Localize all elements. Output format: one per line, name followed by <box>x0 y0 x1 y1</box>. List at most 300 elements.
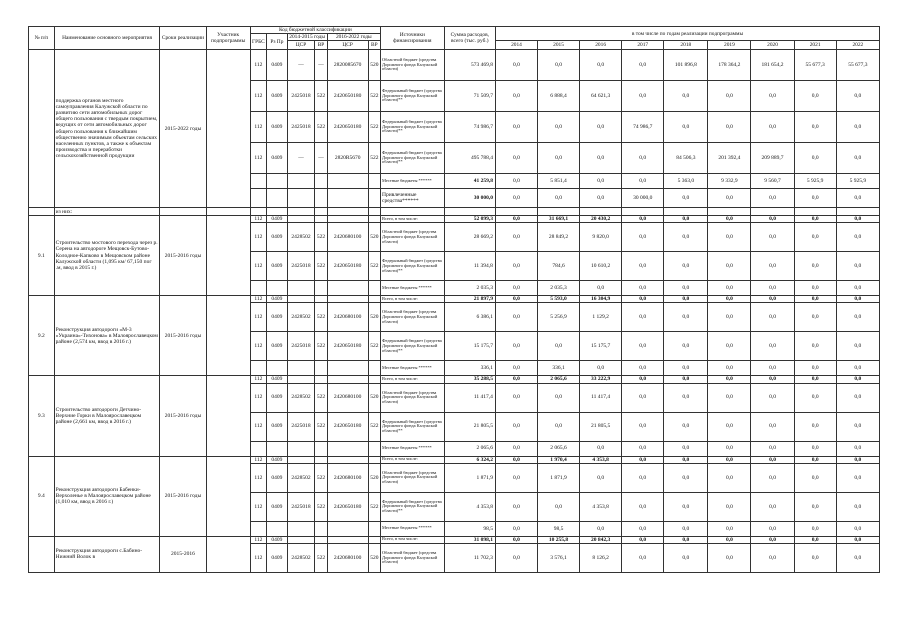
year-value-cell: 0,0 <box>495 383 537 412</box>
vr-1415-cell: 522 <box>315 252 327 281</box>
year-value-cell: 0,0 <box>622 463 664 492</box>
vr-1622-cell: 522 <box>368 252 380 281</box>
year-value-cell: 0,0 <box>622 223 664 252</box>
year-value-cell: 74 986,7 <box>622 112 664 143</box>
year-value-cell: 84 506,3 <box>664 143 708 174</box>
year-value-cell: 0,0 <box>495 50 537 81</box>
year-value-cell: 0,0 <box>664 441 708 456</box>
measure-name: поддержка органов местного самоуправления Калужской области по развитию сети автомобильных дорог общего пользования с твердым покрытием, ведущих от сети автомобильных дорог общего пользования к ближайшим общественно значимым объектам сельских населенных пунктов, а также к объектам производства и переработки сельскохозяйственной продукции <box>54 50 160 208</box>
year-value-cell: 0,0 <box>495 376 537 383</box>
empty-cell <box>327 296 368 303</box>
csr-1622-cell: 2420680100 <box>327 383 368 412</box>
header-source: Источники финансирования <box>381 27 445 50</box>
empty-cell <box>315 441 327 456</box>
year-value-cell: 0,0 <box>538 492 580 521</box>
item-total-row <box>29 536 880 543</box>
header-csr-1622: ЦСР <box>327 41 368 50</box>
source-cell: Федеральный бюджет (средства Дорожного фонда Калужской области)** <box>381 492 445 521</box>
year-value-cell: 0,0 <box>495 143 537 174</box>
year-value-cell: 0,0 <box>836 296 879 303</box>
year-value-cell: 0,0 <box>622 536 664 543</box>
year-value-cell: 0,0 <box>622 543 664 572</box>
item-num: 9.2 <box>29 296 55 376</box>
item-total-row <box>29 456 880 463</box>
year-value-cell: 0,0 <box>836 456 879 463</box>
empty-cell <box>267 208 288 216</box>
item-name: Реконструкция автодороги «М-3 «Украина»-Тихонова» в Малоярославецком районе (2,574 км, ввод в 2016 г.) <box>54 296 160 376</box>
empty-cell <box>368 208 380 216</box>
header-term: Сроки реализации <box>160 27 206 50</box>
vr-1622-cell: 522 <box>368 81 380 112</box>
year-value-cell: 0,0 <box>708 81 751 112</box>
rzpr-cell: 0409 <box>267 332 288 361</box>
rzpr-cell: 0409 <box>267 456 288 463</box>
empty-cell <box>327 456 368 463</box>
year-value-cell: 0,0 <box>495 223 537 252</box>
total-cell: 30 000,0 <box>444 189 495 208</box>
empty-cell <box>267 361 288 376</box>
year-value-cell: 0,0 <box>495 543 537 572</box>
year-value-cell: 0,0 <box>751 521 794 536</box>
year-value-cell: 0,0 <box>622 376 664 383</box>
header-year: 2014 <box>495 41 537 50</box>
year-value-cell: 0,0 <box>622 332 664 361</box>
total-cell: 31 098,1 <box>444 536 495 543</box>
source-cell: Федеральный бюджет (средства Дорожного фонда Калужской области)** <box>381 81 445 112</box>
vr-1622-cell: 520 <box>368 303 380 332</box>
empty-cell <box>267 174 288 189</box>
year-value-cell: 0,0 <box>836 189 879 208</box>
source-cell: Местные бюджеты ****** <box>381 441 445 456</box>
csr-1415-cell: — <box>287 50 315 81</box>
year-value-cell: 0,0 <box>751 296 794 303</box>
year-value-cell: 0,0 <box>580 441 622 456</box>
year-value-cell: 0,0 <box>664 383 708 412</box>
csr-1415-cell: 2425018 <box>287 492 315 521</box>
year-value-cell: 0,0 <box>708 252 751 281</box>
header-year: 2017 <box>622 41 664 50</box>
item-term: 2015-2016 <box>160 536 206 572</box>
empty-cell <box>287 536 315 543</box>
year-value-cell: 0,0 <box>664 303 708 332</box>
year-value-cell: 2 065,6 <box>538 441 580 456</box>
item-num: 9.3 <box>29 376 55 456</box>
year-value-cell: 0,0 <box>664 189 708 208</box>
csr-1415-cell: 2425018 <box>287 252 315 281</box>
empty-cell <box>267 441 288 456</box>
year-value-cell: 0,0 <box>836 536 879 543</box>
year-value-cell: 0,0 <box>580 281 622 296</box>
header-num: № п/п <box>29 27 55 50</box>
vr-1622-cell: 520 <box>368 543 380 572</box>
vr-1622-cell: 520 <box>368 50 380 81</box>
total-cell: 6 386,1 <box>444 303 495 332</box>
year-value-cell: 0,0 <box>495 303 537 332</box>
year-value-cell: 0,0 <box>622 143 664 174</box>
year-value-cell: 0,0 <box>495 492 537 521</box>
year-value-cell: 0,0 <box>794 189 836 208</box>
empty-cell <box>287 361 315 376</box>
year-value-cell: 5 256,9 <box>538 303 580 332</box>
year-value-cell: 0,0 <box>708 189 751 208</box>
empty-cell <box>315 281 327 296</box>
year-value-cell: 1 970,4 <box>538 456 580 463</box>
year-value-cell: 0,0 <box>794 81 836 112</box>
item-participant <box>206 216 250 296</box>
vr-1415-cell: 522 <box>315 463 327 492</box>
year-value-cell: 0,0 <box>664 281 708 296</box>
empty-cell <box>836 208 879 216</box>
header-total: Сумма расходов, всего (тыс. руб.) <box>444 27 495 50</box>
year-value-cell: 2 065,6 <box>538 376 580 383</box>
empty-cell <box>315 208 327 216</box>
csr-1622-cell: 2820085670 <box>327 50 368 81</box>
year-value-cell: 0,0 <box>538 112 580 143</box>
measure-num <box>29 50 55 208</box>
vr-1415-cell: — <box>315 50 327 81</box>
empty-cell <box>287 376 315 383</box>
year-value-cell: 0,0 <box>794 112 836 143</box>
rzpr-cell: 0409 <box>267 463 288 492</box>
year-value-cell: 0,0 <box>751 216 794 223</box>
item-term: 2015-2016 годы <box>160 216 206 296</box>
year-value-cell: 0,0 <box>836 492 879 521</box>
grbs-cell: 112 <box>250 223 266 252</box>
year-value-cell: 1 129,2 <box>580 303 622 332</box>
source-cell: Федеральный бюджет (средства Дорожного фонда Калужской области)** <box>381 252 445 281</box>
year-value-cell: 0,0 <box>622 252 664 281</box>
vr-1622-cell: 522 <box>368 412 380 441</box>
year-value-cell: 0,0 <box>538 412 580 441</box>
empty-cell <box>327 216 368 223</box>
empty-cell <box>315 521 327 536</box>
csr-1415-cell: 2425018 <box>287 332 315 361</box>
empty-cell <box>368 521 380 536</box>
header-year: 2016 <box>580 41 622 50</box>
empty-cell <box>368 174 380 189</box>
year-value-cell: 0,0 <box>751 492 794 521</box>
empty-cell <box>751 208 794 216</box>
rzpr-cell: 0409 <box>267 143 288 174</box>
empty-cell <box>287 521 315 536</box>
grbs-cell: 112 <box>250 216 266 223</box>
source-cell: Областной бюджет (средства Дорожного фонда Калужской области) <box>381 303 445 332</box>
total-cell: 6 324,2 <box>444 456 495 463</box>
item-name: Строительство мостового перехода через р. Серена на автодороге Мещовск-Бутово-Колодное-Капково в Мещовском районе Калужской области (1,095 км/ 67,150 пог .м, ввод в 2015 г.) <box>54 216 160 296</box>
total-cell: 1 871,9 <box>444 463 495 492</box>
grbs-cell: 112 <box>250 543 266 572</box>
total-cell: 98,5 <box>444 521 495 536</box>
year-value-cell: 0,0 <box>708 223 751 252</box>
year-value-cell: 0,0 <box>580 50 622 81</box>
empty-cell <box>368 376 380 383</box>
year-value-cell: 0,0 <box>794 361 836 376</box>
year-value-cell: 784,6 <box>538 252 580 281</box>
year-value-cell: 0,0 <box>664 543 708 572</box>
year-value-cell: 0,0 <box>836 281 879 296</box>
source-cell: Всего, в том числе: <box>381 536 445 543</box>
empty-cell <box>708 208 751 216</box>
year-value-cell: 0,0 <box>495 441 537 456</box>
csr-1415-cell: 2428502 <box>287 223 315 252</box>
vr-1415-cell: 522 <box>315 81 327 112</box>
year-value-cell: 0,0 <box>836 112 879 143</box>
year-value-cell: 0,0 <box>664 223 708 252</box>
grbs-cell: 112 <box>250 143 266 174</box>
funding-table <box>28 26 880 573</box>
rzpr-cell: 0409 <box>267 376 288 383</box>
item-participant <box>206 296 250 376</box>
item-total-row <box>29 376 880 383</box>
year-value-cell: 0,0 <box>794 543 836 572</box>
year-value-cell: 9 820,0 <box>580 223 622 252</box>
year-value-cell: 0,0 <box>664 521 708 536</box>
rzpr-cell: 0409 <box>267 296 288 303</box>
year-value-cell: 0,0 <box>794 303 836 332</box>
empty-cell <box>327 361 368 376</box>
of-which-row <box>29 208 880 216</box>
year-value-cell: 0,0 <box>836 463 879 492</box>
rzpr-cell: 0409 <box>267 112 288 143</box>
year-value-cell: 0,0 <box>495 332 537 361</box>
year-value-cell: 0,0 <box>495 216 537 223</box>
source-cell: Всего, в том числе: <box>381 296 445 303</box>
year-value-cell: 0,0 <box>708 412 751 441</box>
year-value-cell: 201 392,4 <box>708 143 751 174</box>
header-name: Наименование основного мероприятия <box>54 27 160 50</box>
empty-cell <box>287 208 315 216</box>
year-value-cell: 0,0 <box>794 521 836 536</box>
year-value-cell: 0,0 <box>664 296 708 303</box>
year-value-cell: 0,0 <box>708 112 751 143</box>
year-value-cell: 0,0 <box>622 383 664 412</box>
vr-1415-cell: 522 <box>315 543 327 572</box>
empty-cell <box>444 208 495 216</box>
year-value-cell: 0,0 <box>622 296 664 303</box>
year-value-cell: 0,0 <box>708 536 751 543</box>
empty-cell <box>368 216 380 223</box>
year-value-cell: 0,0 <box>622 81 664 112</box>
total-cell: 2 065,6 <box>444 441 495 456</box>
item-num: 9.4 <box>29 456 55 536</box>
total-cell: 35 288,5 <box>444 376 495 383</box>
year-value-cell: 0,0 <box>794 412 836 441</box>
year-value-cell: 5 363,0 <box>664 174 708 189</box>
vr-1415-cell: 522 <box>315 112 327 143</box>
year-value-cell: 0,0 <box>751 112 794 143</box>
total-cell: 74 986,7 <box>444 112 495 143</box>
year-value-cell: 181 654,2 <box>751 50 794 81</box>
source-cell: Областной бюджет (средства Дорожного фонда Калужской области) <box>381 50 445 81</box>
source-cell: Федеральный бюджет (средства Дорожного фонда Калужской области)** <box>381 412 445 441</box>
source-cell: Федеральный бюджет (средства Дорожного фонда Калужской области)** <box>381 143 445 174</box>
year-value-cell: 0,0 <box>836 143 879 174</box>
item-term: 2015-2016 годы <box>160 456 206 536</box>
year-value-cell: 0,0 <box>751 223 794 252</box>
total-cell: 71 509,7 <box>444 81 495 112</box>
year-value-cell: 0,0 <box>836 376 879 383</box>
year-value-cell: 0,0 <box>664 81 708 112</box>
item-num <box>29 536 55 572</box>
csr-1622-cell: 2420650180 <box>327 252 368 281</box>
rzpr-cell: 0409 <box>267 252 288 281</box>
item-total-row <box>29 216 880 223</box>
year-value-cell: 0,0 <box>794 492 836 521</box>
item-name: Реконструкция автодороги с.Бабино-Нижний Волок в <box>54 536 160 572</box>
year-value-cell: 0,0 <box>495 361 537 376</box>
year-value-cell: 0,0 <box>622 50 664 81</box>
year-value-cell: 55 677,3 <box>836 50 879 81</box>
year-value-cell: 5 925,9 <box>836 174 879 189</box>
measure-participant <box>206 50 250 208</box>
year-value-cell: 0,0 <box>622 412 664 441</box>
year-value-cell: 5 851,4 <box>538 174 580 189</box>
header-year: 2022 <box>836 41 879 50</box>
grbs-cell: 112 <box>250 303 266 332</box>
year-value-cell: 9 560,7 <box>751 174 794 189</box>
year-value-cell: 15 175,7 <box>580 332 622 361</box>
year-value-cell: 0,0 <box>664 463 708 492</box>
year-value-cell: 0,0 <box>495 252 537 281</box>
year-value-cell: 20 842,3 <box>580 536 622 543</box>
rzpr-cell: 0409 <box>267 536 288 543</box>
grbs-cell: 112 <box>250 456 266 463</box>
csr-1622-cell: 2820R5670 <box>327 143 368 174</box>
header-by-year: в том числе по годам реализации подпрограммы <box>495 27 879 41</box>
item-participant <box>206 456 250 536</box>
rzpr-cell: 0409 <box>267 303 288 332</box>
empty-cell <box>250 174 266 189</box>
year-value-cell: 0,0 <box>664 112 708 143</box>
year-value-cell: 28 849,2 <box>538 223 580 252</box>
rzpr-cell: 0409 <box>267 81 288 112</box>
year-value-cell: 0,0 <box>836 361 879 376</box>
grbs-cell: 112 <box>250 50 266 81</box>
empty-cell <box>287 296 315 303</box>
empty-cell <box>368 361 380 376</box>
source-cell: Местные бюджеты ****** <box>381 281 445 296</box>
vr-1622-cell: 520 <box>368 383 380 412</box>
vr-1622-cell: 520 <box>368 463 380 492</box>
source-cell: Местные бюджеты ****** <box>381 361 445 376</box>
csr-1415-cell: 2428502 <box>287 543 315 572</box>
year-value-cell: 0,0 <box>495 174 537 189</box>
header-year: 2015 <box>538 41 580 50</box>
year-value-cell: 0,0 <box>495 112 537 143</box>
grbs-cell: 112 <box>250 536 266 543</box>
csr-1415-cell: 2425018 <box>287 112 315 143</box>
rzpr-cell: 0409 <box>267 216 288 223</box>
empty-cell <box>327 281 368 296</box>
year-value-cell: 0,0 <box>495 521 537 536</box>
year-value-cell: 0,0 <box>708 332 751 361</box>
item-participant <box>206 536 250 572</box>
empty-cell <box>327 174 368 189</box>
vr-1415-cell: 522 <box>315 332 327 361</box>
total-cell: 11 417,4 <box>444 383 495 412</box>
vr-1415-cell: 522 <box>315 223 327 252</box>
year-value-cell: 0,0 <box>495 296 537 303</box>
vr-1622-cell: 522 <box>368 143 380 174</box>
year-value-cell: 2 035,3 <box>538 281 580 296</box>
year-value-cell: 0,0 <box>751 412 794 441</box>
year-value-cell: 0,0 <box>794 223 836 252</box>
item-num: 9.1 <box>29 216 55 296</box>
year-value-cell: 0,0 <box>794 376 836 383</box>
year-value-cell: 0,0 <box>708 216 751 223</box>
year-value-cell: 0,0 <box>622 361 664 376</box>
empty-cell <box>368 296 380 303</box>
total-cell: 41 259,8 <box>444 174 495 189</box>
empty-cell <box>250 441 266 456</box>
year-value-cell: 0,0 <box>794 441 836 456</box>
year-value-cell: 0,0 <box>622 281 664 296</box>
empty-cell <box>250 521 266 536</box>
item-name: Строительство автодороги Детчино-Верхние Горки в Малоярославецком районе (2,661 км, ввод в 2016 г.) <box>54 376 160 456</box>
total-cell: 336,1 <box>444 361 495 376</box>
empty-cell <box>538 208 580 216</box>
total-cell: 573 469,8 <box>444 50 495 81</box>
total-cell: 52 099,3 <box>444 216 495 223</box>
year-value-cell: 0,0 <box>708 281 751 296</box>
year-value-cell: 0,0 <box>495 456 537 463</box>
vr-1622-cell: 522 <box>368 332 380 361</box>
vr-1622-cell: 522 <box>368 112 380 143</box>
grbs-cell: 112 <box>250 332 266 361</box>
empty-cell <box>267 189 288 208</box>
year-value-cell: 0,0 <box>708 492 751 521</box>
year-value-cell: 0,0 <box>794 143 836 174</box>
year-value-cell: 0,0 <box>794 216 836 223</box>
year-value-cell: 336,1 <box>538 361 580 376</box>
item-total-row <box>29 296 880 303</box>
vr-1415-cell: 522 <box>315 383 327 412</box>
year-value-cell: 0,0 <box>751 441 794 456</box>
year-value-cell: 0,0 <box>751 303 794 332</box>
empty-cell <box>664 208 708 216</box>
header-participant: Участник подпрограммы <box>206 27 250 50</box>
grbs-cell: 112 <box>250 112 266 143</box>
csr-1622-cell: 2420680100 <box>327 463 368 492</box>
year-value-cell: 0,0 <box>836 216 879 223</box>
csr-1622-cell: 2420650180 <box>327 112 368 143</box>
csr-1622-cell: 2420680100 <box>327 303 368 332</box>
csr-1622-cell: 2420650180 <box>327 412 368 441</box>
year-value-cell: 0,0 <box>538 383 580 412</box>
year-value-cell: 0,0 <box>836 252 879 281</box>
year-value-cell: 0,0 <box>836 543 879 572</box>
year-value-cell: 0,0 <box>664 332 708 361</box>
year-value-cell: 0,0 <box>538 143 580 174</box>
header-row <box>29 27 880 34</box>
empty-cell <box>368 281 380 296</box>
grbs-cell: 112 <box>250 252 266 281</box>
total-cell: 4 353,8 <box>444 492 495 521</box>
of-which-label: из них: <box>54 208 160 216</box>
year-value-cell: 0,0 <box>580 361 622 376</box>
year-value-cell: 10 255,8 <box>538 536 580 543</box>
item-term: 2015-2016 годы <box>160 376 206 456</box>
year-value-cell: 0,0 <box>580 463 622 492</box>
year-value-cell: 0,0 <box>751 332 794 361</box>
empty-cell <box>287 281 315 296</box>
year-value-cell: 0,0 <box>836 521 879 536</box>
year-value-cell: 0,0 <box>708 521 751 536</box>
source-cell: Всего, в том числе: <box>381 216 445 223</box>
item-term: 2015-2016 годы <box>160 296 206 376</box>
header-vr-1622: ВР <box>368 41 380 50</box>
header-year: 2019 <box>708 41 751 50</box>
